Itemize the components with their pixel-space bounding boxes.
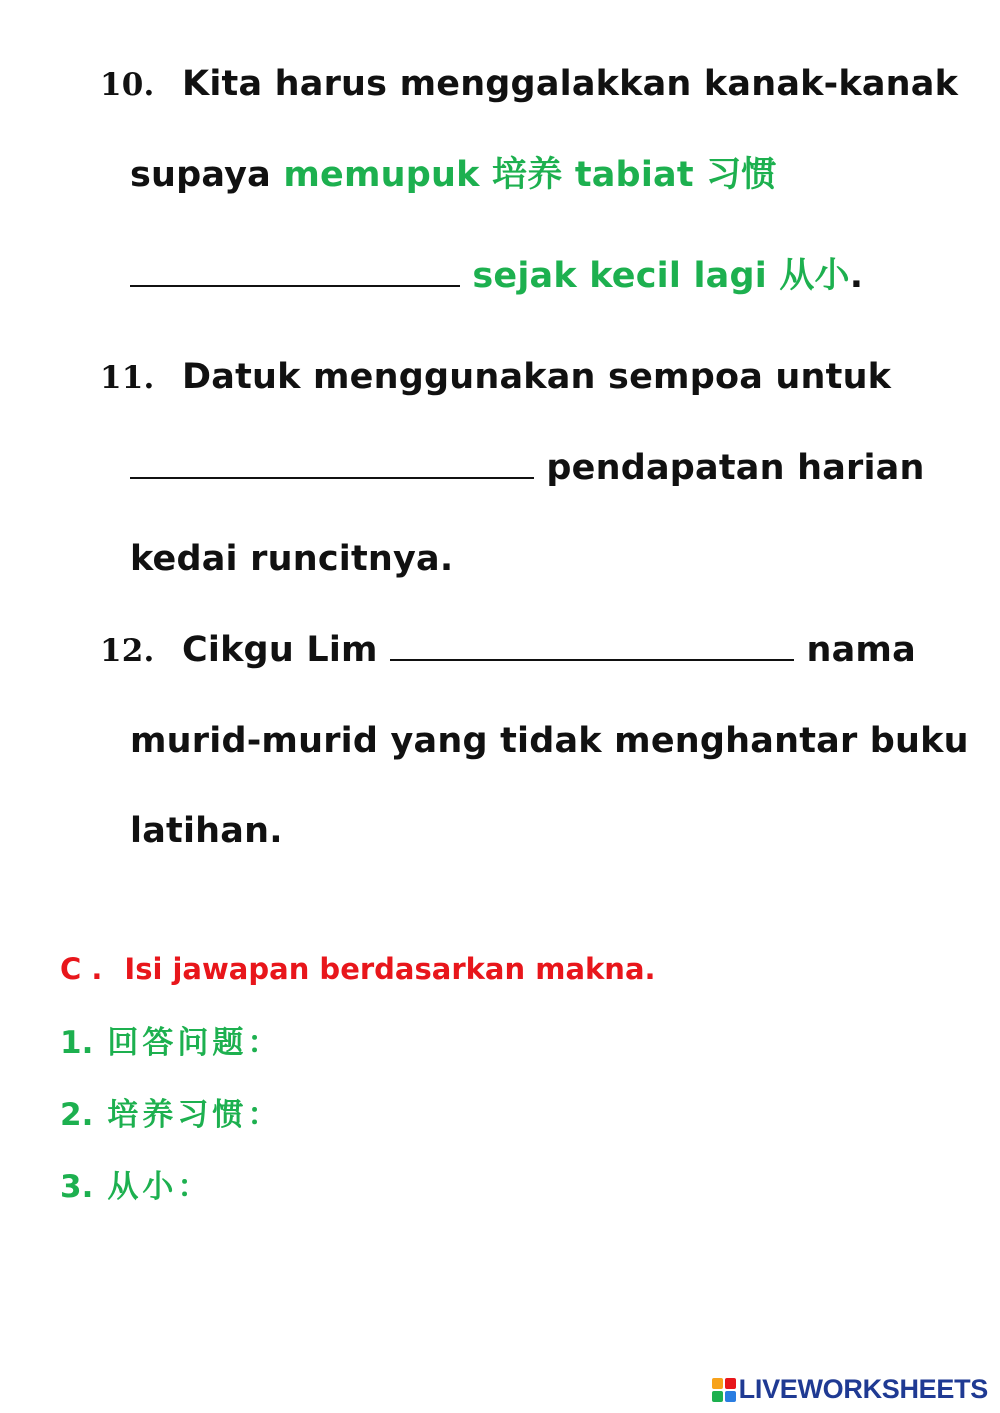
end-punctuation: . [849, 256, 864, 296]
question-11-line-2 [130, 446, 925, 490]
question-10 [100, 62, 958, 107]
answer-blank[interactable] [390, 629, 794, 661]
hint-word: sejak kecil lagi 从小 [472, 256, 850, 296]
logo-square [725, 1378, 736, 1389]
answer-blank[interactable] [130, 255, 460, 287]
hint-chinese: 培养 [492, 155, 563, 195]
answer-number: 2. [60, 1097, 94, 1133]
question-number: 10. [100, 67, 155, 103]
liveworksheets-brand [712, 1374, 988, 1405]
answer-item-3[interactable] [60, 1161, 212, 1206]
brand-name: LIVEWORKSHEETS [738, 1374, 988, 1404]
question-10-line-2 [130, 153, 777, 197]
hint-word: memupuk [283, 155, 480, 195]
answer-item-2[interactable] [60, 1089, 282, 1134]
section-instruction: Isi jawapan berdasarkan makna. [124, 952, 656, 986]
answer-label: 培养习惯： [107, 1097, 283, 1133]
answer-blank[interactable] [130, 447, 534, 479]
question-text: murid-murid yang tidak menghantar buku [130, 721, 969, 761]
question-text: latihan. [130, 811, 283, 851]
question-10-line-3 [130, 254, 863, 298]
hint-chinese: 习惯 [706, 155, 777, 195]
liveworksheets-logo-icon [712, 1378, 736, 1402]
question-11-line-3 [130, 537, 453, 581]
question-text: Kita harus menggalakkan kanak-kanak [182, 64, 959, 104]
logo-square [712, 1391, 723, 1402]
answer-label: 从小： [107, 1169, 213, 1205]
question-text: pendapatan harian [546, 448, 925, 488]
question-text: supaya [130, 155, 271, 195]
question-text: kedai runcitnya. [130, 539, 454, 579]
section-c-heading [60, 952, 656, 986]
logo-square [712, 1378, 723, 1389]
logo-square [725, 1391, 736, 1402]
answer-number: 1. [60, 1025, 94, 1061]
section-letter: C . [60, 952, 103, 986]
answer-number: 3. [60, 1169, 94, 1205]
question-12 [100, 628, 916, 673]
question-12-line-3 [130, 809, 283, 853]
question-number: 11. [100, 360, 155, 396]
question-text: nama [806, 630, 916, 670]
question-text: Datuk menggunakan sempoa untuk [182, 357, 892, 397]
question-12-line-2 [130, 719, 969, 763]
question-number: 12. [100, 633, 155, 669]
answer-label: 回答问题： [107, 1025, 283, 1061]
question-text: Cikgu Lim [182, 630, 378, 670]
answer-item-1[interactable] [60, 1017, 282, 1062]
hint-word: tabiat [574, 155, 694, 195]
question-11 [100, 355, 891, 400]
